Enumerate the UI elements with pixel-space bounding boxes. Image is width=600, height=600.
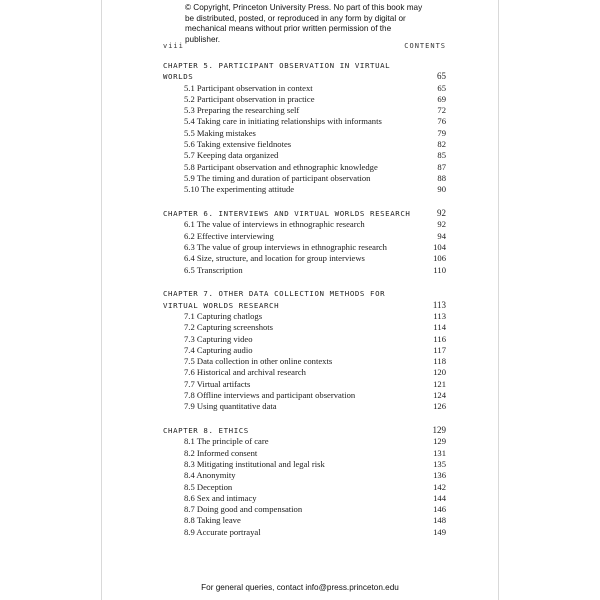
section-title: 5.5 Making mistakes [184, 127, 256, 138]
section-page-number: 149 [433, 526, 446, 537]
toc-section-entry [163, 162, 446, 173]
toc-chapter [163, 288, 446, 412]
chapter-page-number: 92 [437, 208, 446, 219]
toc-section-entry [163, 322, 446, 333]
section-page-number: 106 [433, 253, 446, 264]
section-page-number: 114 [433, 322, 446, 333]
toc-chapter [163, 208, 446, 276]
section-title: 5.6 Taking extensive fieldnotes [184, 139, 292, 150]
toc-section-entry [163, 515, 446, 526]
toc-section-entry [163, 94, 446, 105]
section-title: 5.3 Preparing the researching self [184, 105, 300, 116]
toc-chapter [163, 425, 446, 538]
toc-section-entry [163, 150, 446, 161]
page-number: viii [163, 42, 184, 50]
section-title: 8.2 Informed consent [184, 447, 258, 458]
table-of-contents [163, 60, 446, 551]
toc-section-entry [163, 367, 446, 378]
section-title: 7.2 Capturing screenshots [184, 322, 274, 333]
section-page-number: 69 [437, 93, 446, 104]
section-page-number: 117 [433, 344, 446, 355]
running-head-title: CONTENTS [404, 42, 446, 50]
chapter-heading [163, 60, 446, 83]
section-page-number: 65 [437, 82, 446, 93]
section-title: 8.1 The principle of care [184, 436, 269, 447]
section-title: 5.7 Keeping data organized [184, 150, 279, 161]
toc-section-entry [163, 265, 446, 276]
toc-section-entry [163, 379, 446, 390]
section-title: 5.10 The experimenting attitude [184, 184, 295, 195]
section-title: 8.5 Deception [184, 481, 233, 492]
section-page-number: 131 [433, 447, 446, 458]
copyright-notice: © Copyright, Princeton University Press. No part of this book may be distributed, posted, or reproduced in any form by digital or mechanical means without prior written permission of the publisher. [185, 3, 423, 44]
section-page-number: 146 [433, 504, 446, 515]
section-page-number: 76 [437, 116, 446, 127]
section-title: 8.8 Taking leave [184, 515, 241, 526]
toc-section-entry [163, 436, 446, 447]
toc-section-entry [163, 504, 446, 515]
chapter-title: CHAPTER 5. PARTICIPANT OBSERVATION IN VIRTUAL WORLDS [163, 61, 391, 82]
section-title: 8.4 Anonymity [184, 470, 236, 481]
section-page-number: 92 [437, 219, 446, 230]
section-page-number: 120 [433, 367, 446, 378]
toc-section-entry [163, 231, 446, 242]
footer-contact: For general queries, contact info@press.princeton.edu [201, 583, 399, 592]
chapter-page-number: 129 [432, 425, 446, 436]
chapter-page-number: 65 [437, 71, 446, 82]
section-page-number: 148 [433, 515, 446, 526]
section-page-number: 110 [433, 264, 446, 275]
section-title: 5.1 Participant observation in context [184, 82, 313, 93]
section-title: 5.4 Taking care in initiating relationships with informants [184, 116, 382, 127]
section-title: 5.2 Participant observation in practice [184, 93, 315, 104]
section-title: 7.4 Capturing audio [184, 344, 253, 355]
section-page-number: 116 [433, 333, 446, 344]
toc-section-entry [163, 83, 446, 94]
section-page-number: 94 [437, 230, 446, 241]
section-page-number: 144 [433, 492, 446, 503]
toc-section-entry [163, 482, 446, 493]
section-title: 6.2 Effective interviewing [184, 230, 274, 241]
section-page-number: 104 [433, 241, 446, 252]
section-title: 7.3 Capturing video [184, 333, 253, 344]
section-title: 5.8 Participant observation and ethnographic knowledge [184, 161, 378, 172]
section-title: 7.8 Offline interviews and participant observation [184, 390, 356, 401]
toc-section-entry [163, 253, 446, 264]
toc-section-entry [163, 139, 446, 150]
section-page-number: 121 [433, 378, 446, 389]
toc-section-entry [163, 356, 446, 367]
section-page-number: 90 [437, 184, 446, 195]
toc-section-entry [163, 493, 446, 504]
section-page-number: 129 [433, 436, 446, 447]
toc-section-entry [163, 459, 446, 470]
toc-section-entry [163, 219, 446, 230]
section-title: 8.6 Sex and intimacy [184, 492, 257, 503]
section-title: 8.7 Doing good and compensation [184, 504, 303, 515]
toc-section-entry [163, 401, 446, 412]
section-page-number: 88 [437, 172, 446, 183]
chapter-heading [163, 425, 446, 436]
toc-section-entry [163, 173, 446, 184]
section-title: 7.9 Using quantitative data [184, 401, 277, 412]
toc-section-entry [163, 242, 446, 253]
section-title: 5.9 The timing and duration of participant observation [184, 172, 371, 183]
toc-section-entry [163, 116, 446, 127]
toc-section-entry [163, 448, 446, 459]
section-title: 6.1 The value of interviews in ethnographic research [184, 219, 365, 230]
section-page-number: 72 [437, 105, 446, 116]
chapter-heading [163, 208, 446, 219]
toc-section-entry [163, 527, 446, 538]
section-page-number: 79 [437, 127, 446, 138]
toc-section-entry [163, 334, 446, 345]
section-title: 7.6 Historical and archival research [184, 367, 306, 378]
toc-section-entry [163, 470, 446, 481]
section-page-number: 142 [433, 481, 446, 492]
toc-section-entry [163, 345, 446, 356]
section-title: 8.9 Accurate portrayal [184, 526, 261, 537]
section-page-number: 135 [433, 459, 446, 469]
section-title: 7.5 Data collection in other online contexts [184, 356, 333, 367]
chapter-heading [163, 288, 446, 311]
section-title: 8.3 Mitigating institutional and legal risk [184, 459, 325, 469]
toc-section-entry [163, 128, 446, 139]
toc-section-entry [163, 105, 446, 116]
chapter-title: CHAPTER 6. INTERVIEWS AND VIRTUAL WORLDS RESEARCH [163, 209, 411, 219]
chapter-page-number: 113 [432, 299, 446, 310]
section-title: 6.5 Transcription [184, 264, 243, 275]
section-page-number: 113 [433, 310, 446, 321]
section-page-number: 85 [437, 150, 446, 161]
chapter-title: CHAPTER 8. ETHICS [163, 426, 249, 436]
section-title: 6.3 The value of group interviews in ethnographic research [184, 241, 387, 252]
section-page-number: 136 [433, 470, 446, 481]
section-page-number: 87 [437, 161, 446, 172]
toc-section-entry [163, 311, 446, 322]
toc-section-entry [163, 390, 446, 401]
section-page-number: 124 [433, 390, 446, 401]
chapter-title: CHAPTER 7. OTHER DATA COLLECTION METHODS FOR VIRTUAL WORLDS RESEARCH [163, 289, 386, 310]
section-title: 7.7 Virtual artifacts [184, 378, 251, 389]
section-page-number: 118 [433, 356, 446, 367]
section-page-number: 126 [433, 401, 446, 412]
section-title: 6.4 Size, structure, and location for group interviews [184, 253, 365, 264]
toc-section-entry [163, 184, 446, 195]
section-page-number: 82 [437, 139, 446, 150]
section-title: 7.1 Capturing chatlogs [184, 310, 263, 321]
toc-chapter [163, 60, 446, 196]
